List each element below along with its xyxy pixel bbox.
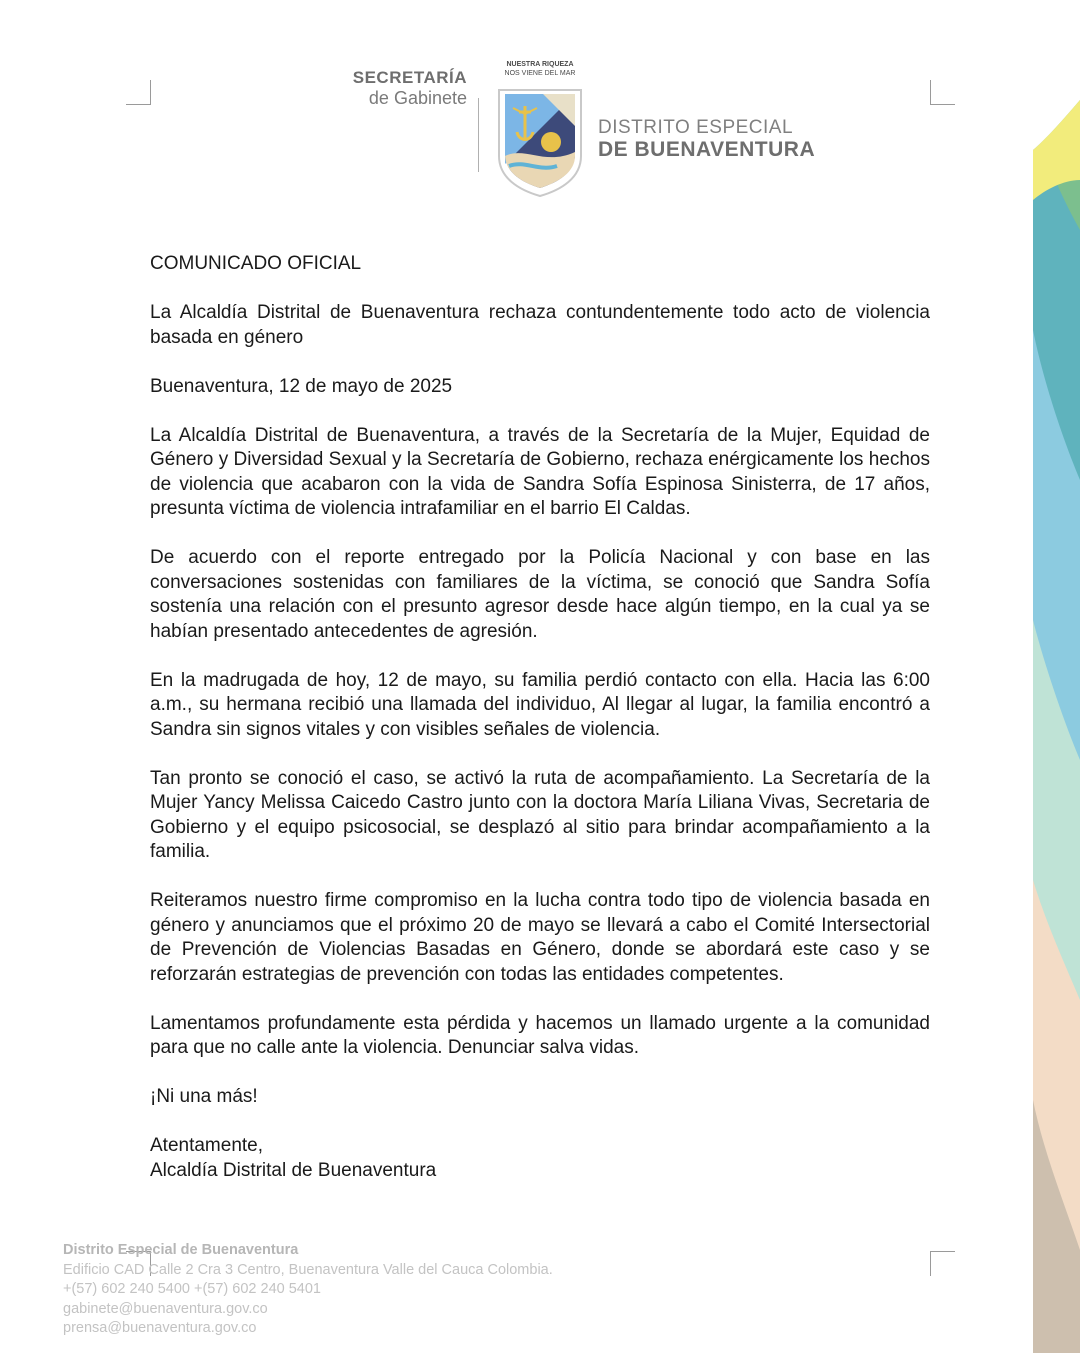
- footer-address: Edificio CAD Calle 2 Cra 3 Centro, Buenaventura Valle del Cauca Colombia.: [63, 1261, 553, 1278]
- secretaria-logo-text: [353, 68, 467, 108]
- motto-line-2: NOS VIENE DEL MAR: [504, 70, 576, 77]
- district-line-2: DE BUENAVENTURA: [598, 138, 816, 161]
- footer-phones: +(57) 602 240 5400 +(57) 602 240 5401: [63, 1281, 321, 1298]
- letter-footer: [63, 1241, 553, 1339]
- letter-subject: La Alcaldía Distrital de Buenaventura rechaza contundentemente todo acto de violencia basada en género: [150, 302, 930, 348]
- signature: Alcaldía Distrital de Buenaventura: [150, 1159, 437, 1181]
- letter-dateline: Buenaventura, 12 de mayo de 2025: [150, 375, 453, 397]
- secretaria-title: SECRETARÍA: [352, 68, 467, 87]
- signoff: Atentamente,: [150, 1135, 264, 1156]
- closing-slogan: ¡Ni una más!: [150, 1086, 258, 1107]
- motto-line-1: NUESTRA RIQUEZA: [506, 61, 574, 68]
- decorative-wave-stripe: [1033, 0, 1080, 1353]
- shield-emblem-icon: [495, 86, 585, 198]
- letter-paragraph: Lamentamos profundamente esta pérdida y hacemos un llamado urgente a la comunidad para que no calle ante la violencia. Denunciar salva vidas.: [150, 1012, 930, 1058]
- header-divider: [478, 98, 479, 172]
- district-shield: [493, 58, 587, 200]
- corner-mark-bottom-right: [930, 1251, 955, 1276]
- letter-paragraph: La Alcaldía Distrital de Buenaventura, a través de la Secretaría de la Mujer, Equidad de Género y Diversidad Sexual y la Secretaría de Gobierno, rechaza enérgicamente los hechos de violencia que acabaron con la vida de Sandra Sofía Espinosa Sinisterra, de 17 años, presunta víctima de violencia intrafamiliar en el barrio El Caldas.: [150, 424, 930, 519]
- footer-email-prensa: prensa@buenaventura.gov.co: [63, 1320, 257, 1337]
- letter-heading: COMUNICADO OFICIAL: [150, 253, 362, 274]
- letter-paragraph: De acuerdo con el reporte entregado por la Policía Nacional y con base en las conversaciones sostenidas con familiares de la víctima, se conoció que Sandra Sofía sostenía una relación con el presunto agresor desde hace algún tiempo, en la cual ya se habían presentado antecedentes de agresión.: [150, 547, 930, 642]
- corner-mark-top-right: [930, 80, 955, 105]
- letter-paragraph: Tan pronto se conoció el caso, se activó la ruta de acompañamiento. La Secretaría de la Mujer Yancy Melissa Caicedo Castro junto con la doctora María Liliana Vivas, Secretaria de Gobierno y el equipo psicosocial, se desplazó al sitio para brindar acompañamiento a la familia.: [150, 767, 930, 862]
- letter-paragraph: En la madrugada de hoy, 12 de mayo, su familia perdió contacto con ella. Hacia las 6:00 a.m., su hermana recibió una llamada del individuo, Al llegar al lugar, la familia encontró a Sandra sin signos vitales y con visibles señales de violencia.: [150, 669, 930, 740]
- corner-mark-top-left: [126, 80, 151, 105]
- footer-email-gabinete: gabinete@buenaventura.gov.co: [63, 1300, 268, 1317]
- letter-body: [150, 252, 930, 1183]
- district-line-1: DISTRITO ESPECIAL: [598, 117, 794, 138]
- letter-paragraph: Reiteramos nuestro firme compromiso en la lucha contra todo tipo de violencia basada en género y anunciamos que el próximo 20 de mayo se llevará a cabo el Comité Intersectorial de Prevención de Violencias Basadas en Género, donde se abordará este caso y se reforzarán estrategias de prevención con todas las entidades competentes.: [150, 890, 930, 985]
- shield-motto: [493, 60, 587, 78]
- district-logo-text: [598, 117, 815, 161]
- footer-title: Distrito Especial de Buenaventura: [63, 1242, 299, 1258]
- secretaria-subtitle: de Gabinete: [368, 88, 467, 108]
